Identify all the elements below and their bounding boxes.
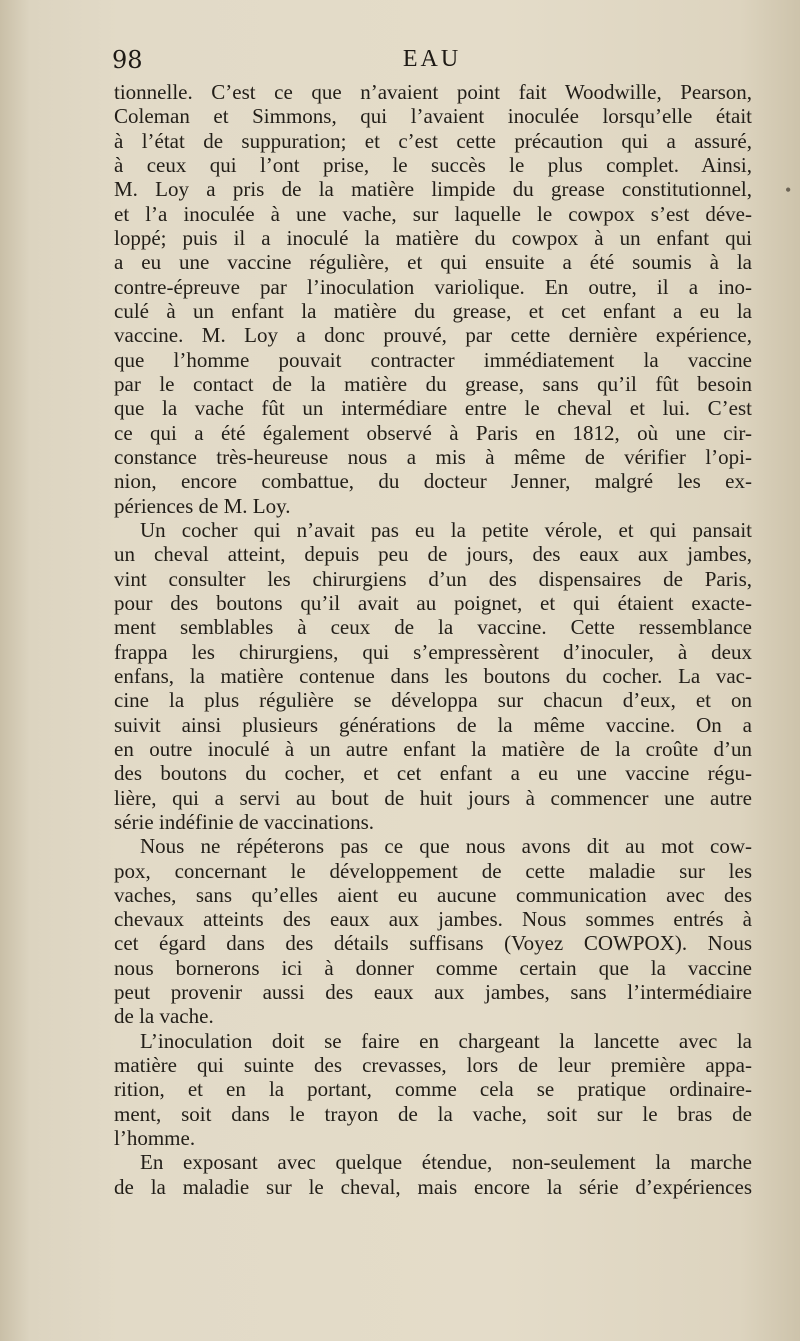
margin-dot: • [785, 180, 792, 200]
text-line: enfans, la matière contenue dans les boutons du cocher. La vac- [114, 663, 752, 688]
text-line: constance très-heureuse nous a mis à même de vérifier l’opi- [114, 444, 752, 469]
text-line: nion, encore combattue, du docteur Jenner, malgré les ex- [114, 469, 752, 494]
page-number: 98 [112, 46, 143, 74]
text-line: L’inoculation doit se faire en chargeant la lancette avec la [140, 1028, 752, 1053]
text-line: et l’a inoculée à une vache, sur laquelle le cowpox s’est déve- [114, 201, 752, 226]
text-line: Un cocher qui n’avait pas eu la petite vérole, et qui pansait [140, 517, 752, 542]
text-line: à ceux qui l’ont prise, le succès le plus complet. Ainsi, [114, 152, 752, 177]
body-text [114, 80, 752, 1199]
text-line: a eu une vaccine régulière, et qui ensuite a été soumis à la [114, 250, 752, 275]
text-line: lière, qui a servi au bout de huit jours à commencer une autre [114, 785, 752, 810]
text-line: vaches, sans qu’elles aient eu aucune communication avec des [114, 882, 752, 907]
text-line: de la maladie sur le cheval, mais encore la série d’expériences [114, 1174, 752, 1199]
text-line: frappa les chirurgiens, qui s’empressèrent d’inoculer, à deux [114, 639, 752, 664]
text-line: à l’état de suppuration; et c’est cette précaution qui a assuré, [114, 128, 752, 153]
text-line: ce qui a été également observé à Paris en 1812, où une cir- [114, 420, 752, 445]
text-line: Coleman et Simmons, qui l’avaient inoculée lorsqu’elle était [114, 104, 752, 129]
page-header [112, 46, 752, 76]
text-line: culé à un enfant la matière du grease, et cet enfant a eu la [114, 298, 752, 323]
text-line: que l’homme pouvait contracter immédiatement la vaccine [114, 347, 752, 372]
text-line: vint consulter les chirurgiens d’un des dispensaires de Paris, [114, 566, 752, 591]
text-line: ment semblables à ceux de la vaccine. Cette ressemblance [114, 615, 752, 640]
text-line: vaccine. M. Loy a donc prouvé, par cette dernière expérience, [114, 323, 752, 348]
text-line: suivit ainsi plusieurs générations de la même vaccine. On a [114, 712, 752, 737]
text-line: matière qui suinte des crevasses, lors de leur première appa- [114, 1053, 752, 1078]
text-line: peut provenir aussi des eaux aux jambes, sans l’intermédiaire [114, 980, 752, 1005]
text-line: l’homme. [114, 1126, 196, 1151]
text-line: rition, et en la portant, comme cela se pratique ordinaire- [114, 1077, 752, 1102]
text-line: que la vache fût un intermédiare entre le cheval et lui. C’est [114, 396, 752, 421]
text-line: pour des boutons qu’il avait au poignet, et qui étaient exacte- [114, 590, 752, 615]
text-line: loppé; puis il a inoculé la matière du cowpox à un enfant qui [114, 225, 752, 250]
text-line: un cheval atteint, depuis peu de jours, des eaux aux jambes, [114, 542, 752, 567]
text-line: par le contact de la matière du grease, sans qu’il fût besoin [114, 371, 752, 396]
text-line: contre-épreuve par l’inoculation variolique. En outre, il a ino- [114, 274, 752, 299]
text-line: tionnelle. C’est ce que n’avaient point fait Woodwille, Pearson, [114, 80, 752, 104]
text-line: en outre inoculé à un autre enfant la matière de la croûte d’un [114, 736, 752, 761]
text-line: cine la plus régulière se développa sur chacun d’eux, et on [114, 688, 752, 713]
text-line: En exposant avec quelque étendue, non-seulement la marche [140, 1150, 752, 1175]
text-line: des boutons du cocher, et cet enfant a eu une vaccine régu- [114, 761, 752, 786]
text-line: chevaux atteints des eaux aux jambes. Nous sommes entrés à [114, 907, 752, 932]
text-line: nous bornerons ici à donner comme certain que la vaccine [114, 955, 752, 980]
text-line: série indéfinie de vaccinations. [114, 809, 375, 834]
text-line: pox, concernant le développement de cette maladie sur les [114, 858, 752, 883]
text-line: Nous ne répéterons pas ce que nous avons dit au mot cow- [140, 834, 752, 859]
text-line: cet égard dans des détails suffisans (Voyez COWPOX). Nous [114, 931, 752, 956]
text-line: périences de M. Loy. [114, 493, 291, 518]
text-line: ment, soit dans le trayon de la vache, soit sur le bras de [114, 1101, 752, 1126]
text-line: M. Loy a pris de la matière limpide du grease constitutionnel, [114, 177, 752, 202]
text-line: de la vache. [114, 1004, 214, 1029]
running-head: EAU [402, 46, 462, 72]
